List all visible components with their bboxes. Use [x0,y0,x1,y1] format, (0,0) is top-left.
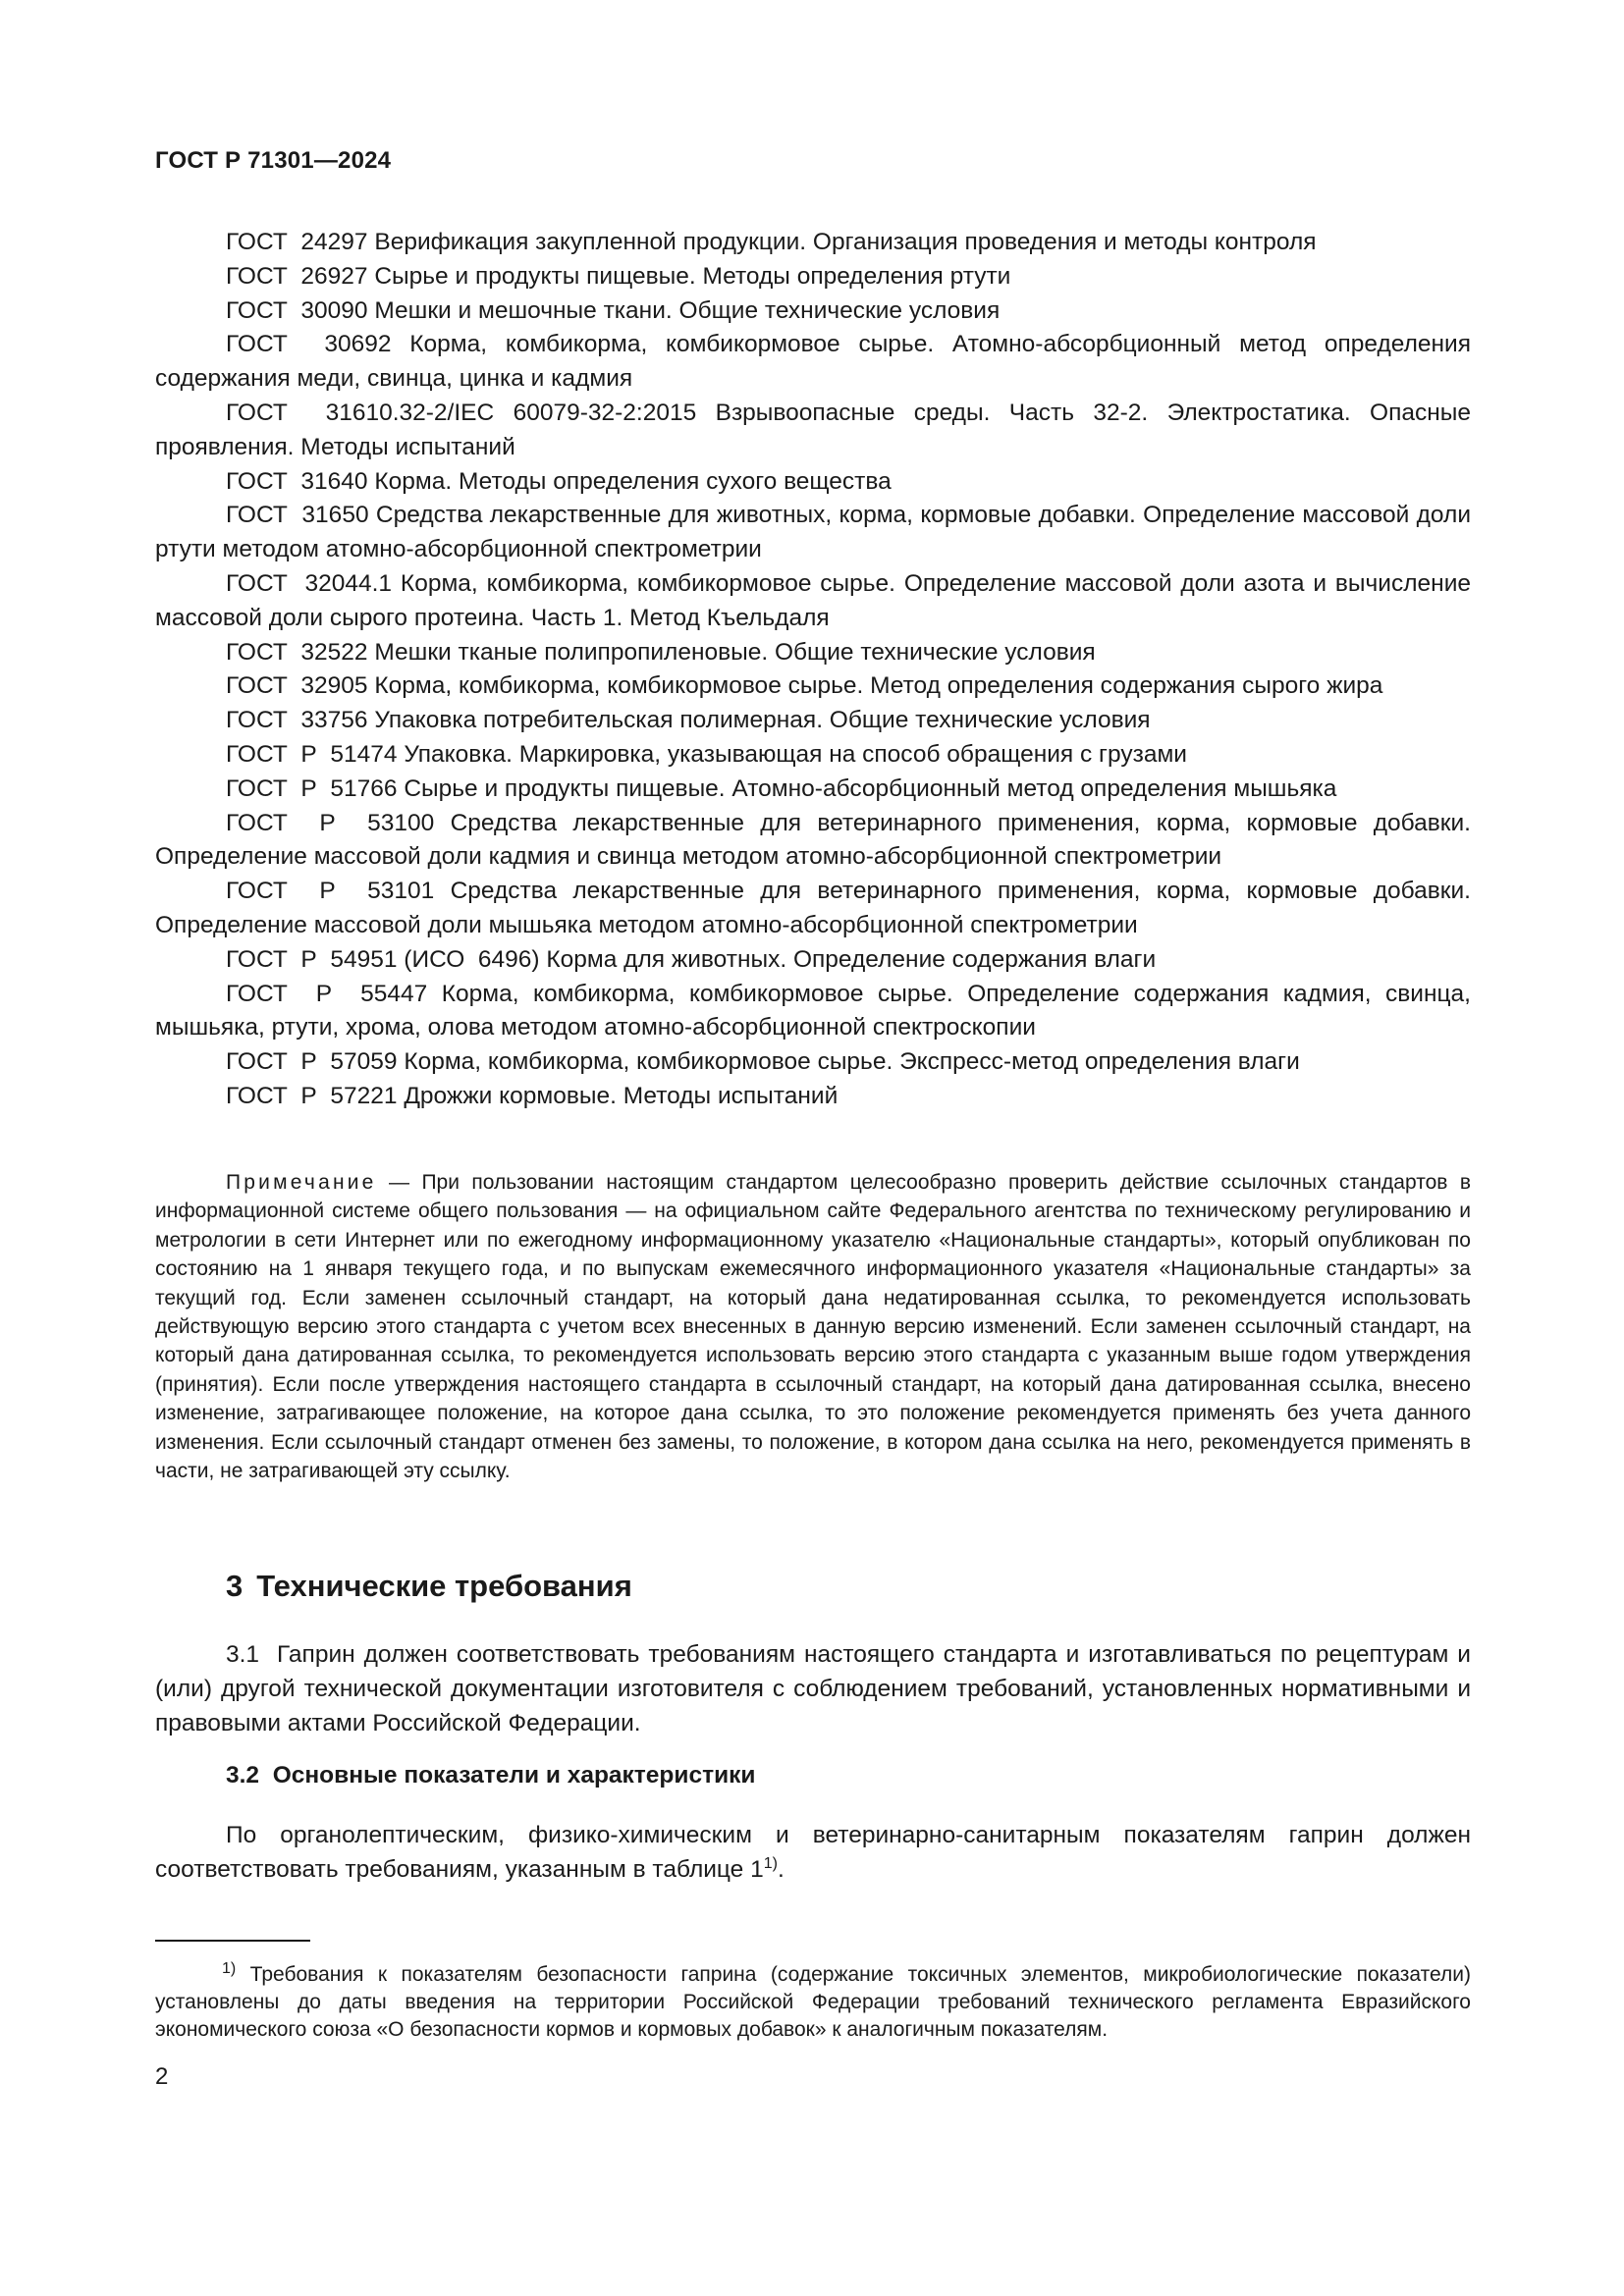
reference-title: Корма для животных. Определение содержания влаги [546,945,1157,973]
paragraph-3-1-body: Гаприн должен соответствовать требованиям настоящего стандарта и изготавливаться по рецептурам и (или) другой технической документации изготовителя с соблюдением требований, установленных нормативными и правовыми актами Российской Федерации. [155,1641,1471,1736]
reference-code: ГОСТ 24297 [226,229,368,255]
reference-item [155,704,1471,738]
subsection-title [226,1762,755,1789]
reference-code: ГОСТ Р 53101 [226,878,435,905]
reference-title: Верификация закупленной продукции. Организация проведения и методы контроля [374,229,1317,255]
reference-item [155,328,1471,397]
paragraph-3-1 [155,1637,1471,1740]
reference-item [155,397,1471,465]
paragraph-3-2-text [155,1818,1471,1887]
reference-title: Корма, комбикорма, комбикормовое сырье. Определение содержания кадмия, свинца, мышьяка, ртути, хрома, олова методом атомно-абсорбционной спектроскопии [155,980,1471,1041]
reference-code: ГОСТ 31610.32-2/IEC 60079-32-2:2015 [226,399,697,426]
reference-item [155,807,1471,876]
reference-title: Средства лекарственные для ветеринарного применения, корма, кормовые добавки. Определение массовой доли мышьяка методом атомно-абсорбционной спектрометрии [155,878,1471,938]
reference-title: Корма, комбикорма, комбикормовое сырье. Метод определения содержания сырого жира [374,672,1383,700]
reference-item [155,294,1471,329]
reference-title: Мешки тканые полипропиленовые. Общие технические условия [374,638,1096,666]
reference-code: ГОСТ Р 51766 [226,774,398,802]
reference-code: ГОСТ 30090 [226,296,368,324]
reference-item [155,943,1471,978]
reference-item [155,499,1471,567]
reference-code: ГОСТ 30692 [226,331,392,358]
reference-item [155,260,1471,294]
reference-item [155,465,1471,500]
reference-code: ГОСТ 32905 [226,672,368,700]
normative-references-list [155,226,1471,1114]
reference-code: ГОСТ 32522 [226,638,368,666]
note-paragraph [155,1168,1471,1485]
reference-code: ГОСТ 31640 [226,467,368,495]
section-title [226,1569,632,1604]
paragraph-3-1-text [155,1637,1471,1740]
reference-title: Взрывоопасные среды. Часть 32-2. Электростатика. Опасные проявления. Методы испытаний [155,399,1471,460]
reference-item [155,669,1471,704]
reference-title: Средства лекарственные для животных, корма, кормовые добавки. Определение массовой доли ртути методом атомно-абсорбционной спектрометрии [155,502,1472,563]
reference-code: ГОСТ Р 55447 [226,980,428,1007]
reference-item [155,978,1471,1046]
reference-item [155,636,1471,670]
paragraph-3-2-body: По органолептическим, физико-химическим и ветеринарно-санитарным показателям гаприн должен соответствовать требованиям, указанным в таблице 1 [155,1822,1471,1883]
note-dash: — [376,1171,422,1194]
reference-item [155,875,1471,943]
reference-title: Средства лекарственные для ветеринарного применения, корма, кормовые добавки. Определение массовой доли кадмия и свинца методом атомно-абсорбционной спектрометрии [155,809,1471,871]
reference-title: Упаковка потребительская полимерная. Общие технические условия [374,707,1151,734]
subsection-title-text: Основные показатели и характеристики [272,1762,756,1789]
reference-item [155,1045,1471,1080]
note-label: Примечание [226,1171,377,1194]
reference-title: Сырье и продукты пищевые. Методы определения ртути [374,262,1011,290]
footnote-body: Требования к показателям безопасности гаприна (содержание токсичных элементов, микробиологические показатели) установлены до даты введения на территории Российской Федерации требований технического регламента Евразийского экономического союза «О безопасности кормов и кормовых добавок» к аналогичным показателям. [155,1963,1471,2041]
reference-code: ГОСТ 31650 [226,502,369,529]
reference-item [155,226,1471,260]
footnote-marker: 1) [222,1960,237,1977]
section-title-text: Технические требования [256,1569,632,1603]
reference-code: ГОСТ Р 57059 [226,1048,398,1076]
document-header: ГОСТ Р 71301—2024 [155,147,392,174]
reference-item [155,1080,1471,1114]
reference-code: ГОСТ 32044.1 [226,569,393,597]
reference-title: Сырье и продукты пищевые. Атомно-абсорбционный метод определения мышьяка [404,774,1337,802]
reference-title: Мешки и мешочные ткани. Общие технические условия [374,296,1001,324]
note-text: При пользовании настоящим стандартом целесообразно проверить действие ссылочных стандартов в информационной системе общего пользования — на официальном сайте Федерального агентства по техническому регулированию и метрологии в сети Интернет или по ежегодному информационному указателю «Национальные стандарты», который опубликован по состоянию на 1 января текущего года, и по выпускам ежемесячного информационного указателя «Национальные стандарты» за текущий год. Если заменен ссылочный стандарт, на который дана недатированная ссылка, то рекомендуется использовать действующую версию этого стандарта с учетом всех внесенных в данную версию изменений. Если заменен ссылочный стандарт, на который дана датированная ссылка, то рекомендуется использовать версию этого стандарта с указанным выше годом утверждения (принятия). Если после утверждения настоящего стандарта в ссылочный стандарт, на который дана датированная ссылка, внесено изменение, затрагивающее положение, на которое дана ссылка, то это положение рекомендуется применять без учета данного изменения. Если ссылочный стандарт отменен без замены, то положение, в котором дана ссылка на него, рекомендуется применять в части, не затрагивающей эту ссылку. [155,1171,1472,1483]
reference-code: ГОСТ Р 54951 (ИСО 6496) [226,945,540,973]
reference-item [155,773,1471,807]
page-number: 2 [155,2063,169,2090]
paragraph-3-1-number: 3.1 [226,1641,260,1668]
footnote-divider [155,1940,310,1942]
reference-title: Корма, комбикорма, комбикормовое сырье. Экспресс-метод определения влаги [404,1048,1300,1076]
paragraph-3-2-end: . [777,1856,785,1883]
paragraph-3-2 [155,1818,1471,1887]
reference-code: ГОСТ Р 53100 [226,809,435,836]
reference-code: ГОСТ 33756 [226,707,368,734]
footnote [155,1961,1471,2044]
reference-item [155,567,1471,636]
reference-title: Упаковка. Маркировка, указывающая на способ обращения с грузами [404,740,1187,768]
reference-item [155,738,1471,773]
reference-code: ГОСТ 26927 [226,262,368,290]
reference-title: Корма, комбикорма, комбикормовое сырье. Атомно-абсорбционный метод определения содержания меди, свинца, цинка и кадмия [155,331,1471,393]
subsection-number: 3.2 [226,1762,260,1789]
reference-title: Дрожжи кормовые. Методы испытаний [404,1082,839,1109]
section-number: 3 [226,1569,244,1603]
footnote-reference: 1) [763,1854,778,1872]
reference-title: Корма, комбикорма, комбикормовое сырье. Определение массовой доли азота и вычисление массовой доли сырого протеина. Часть 1. Метод Къельдаля [155,569,1472,631]
note-block [155,1168,1471,1485]
footnote-text [155,1961,1471,2044]
reference-code: ГОСТ Р 51474 [226,740,398,768]
reference-code: ГОСТ Р 57221 [226,1082,398,1109]
reference-title: Корма. Методы определения сухого вещества [374,467,892,495]
